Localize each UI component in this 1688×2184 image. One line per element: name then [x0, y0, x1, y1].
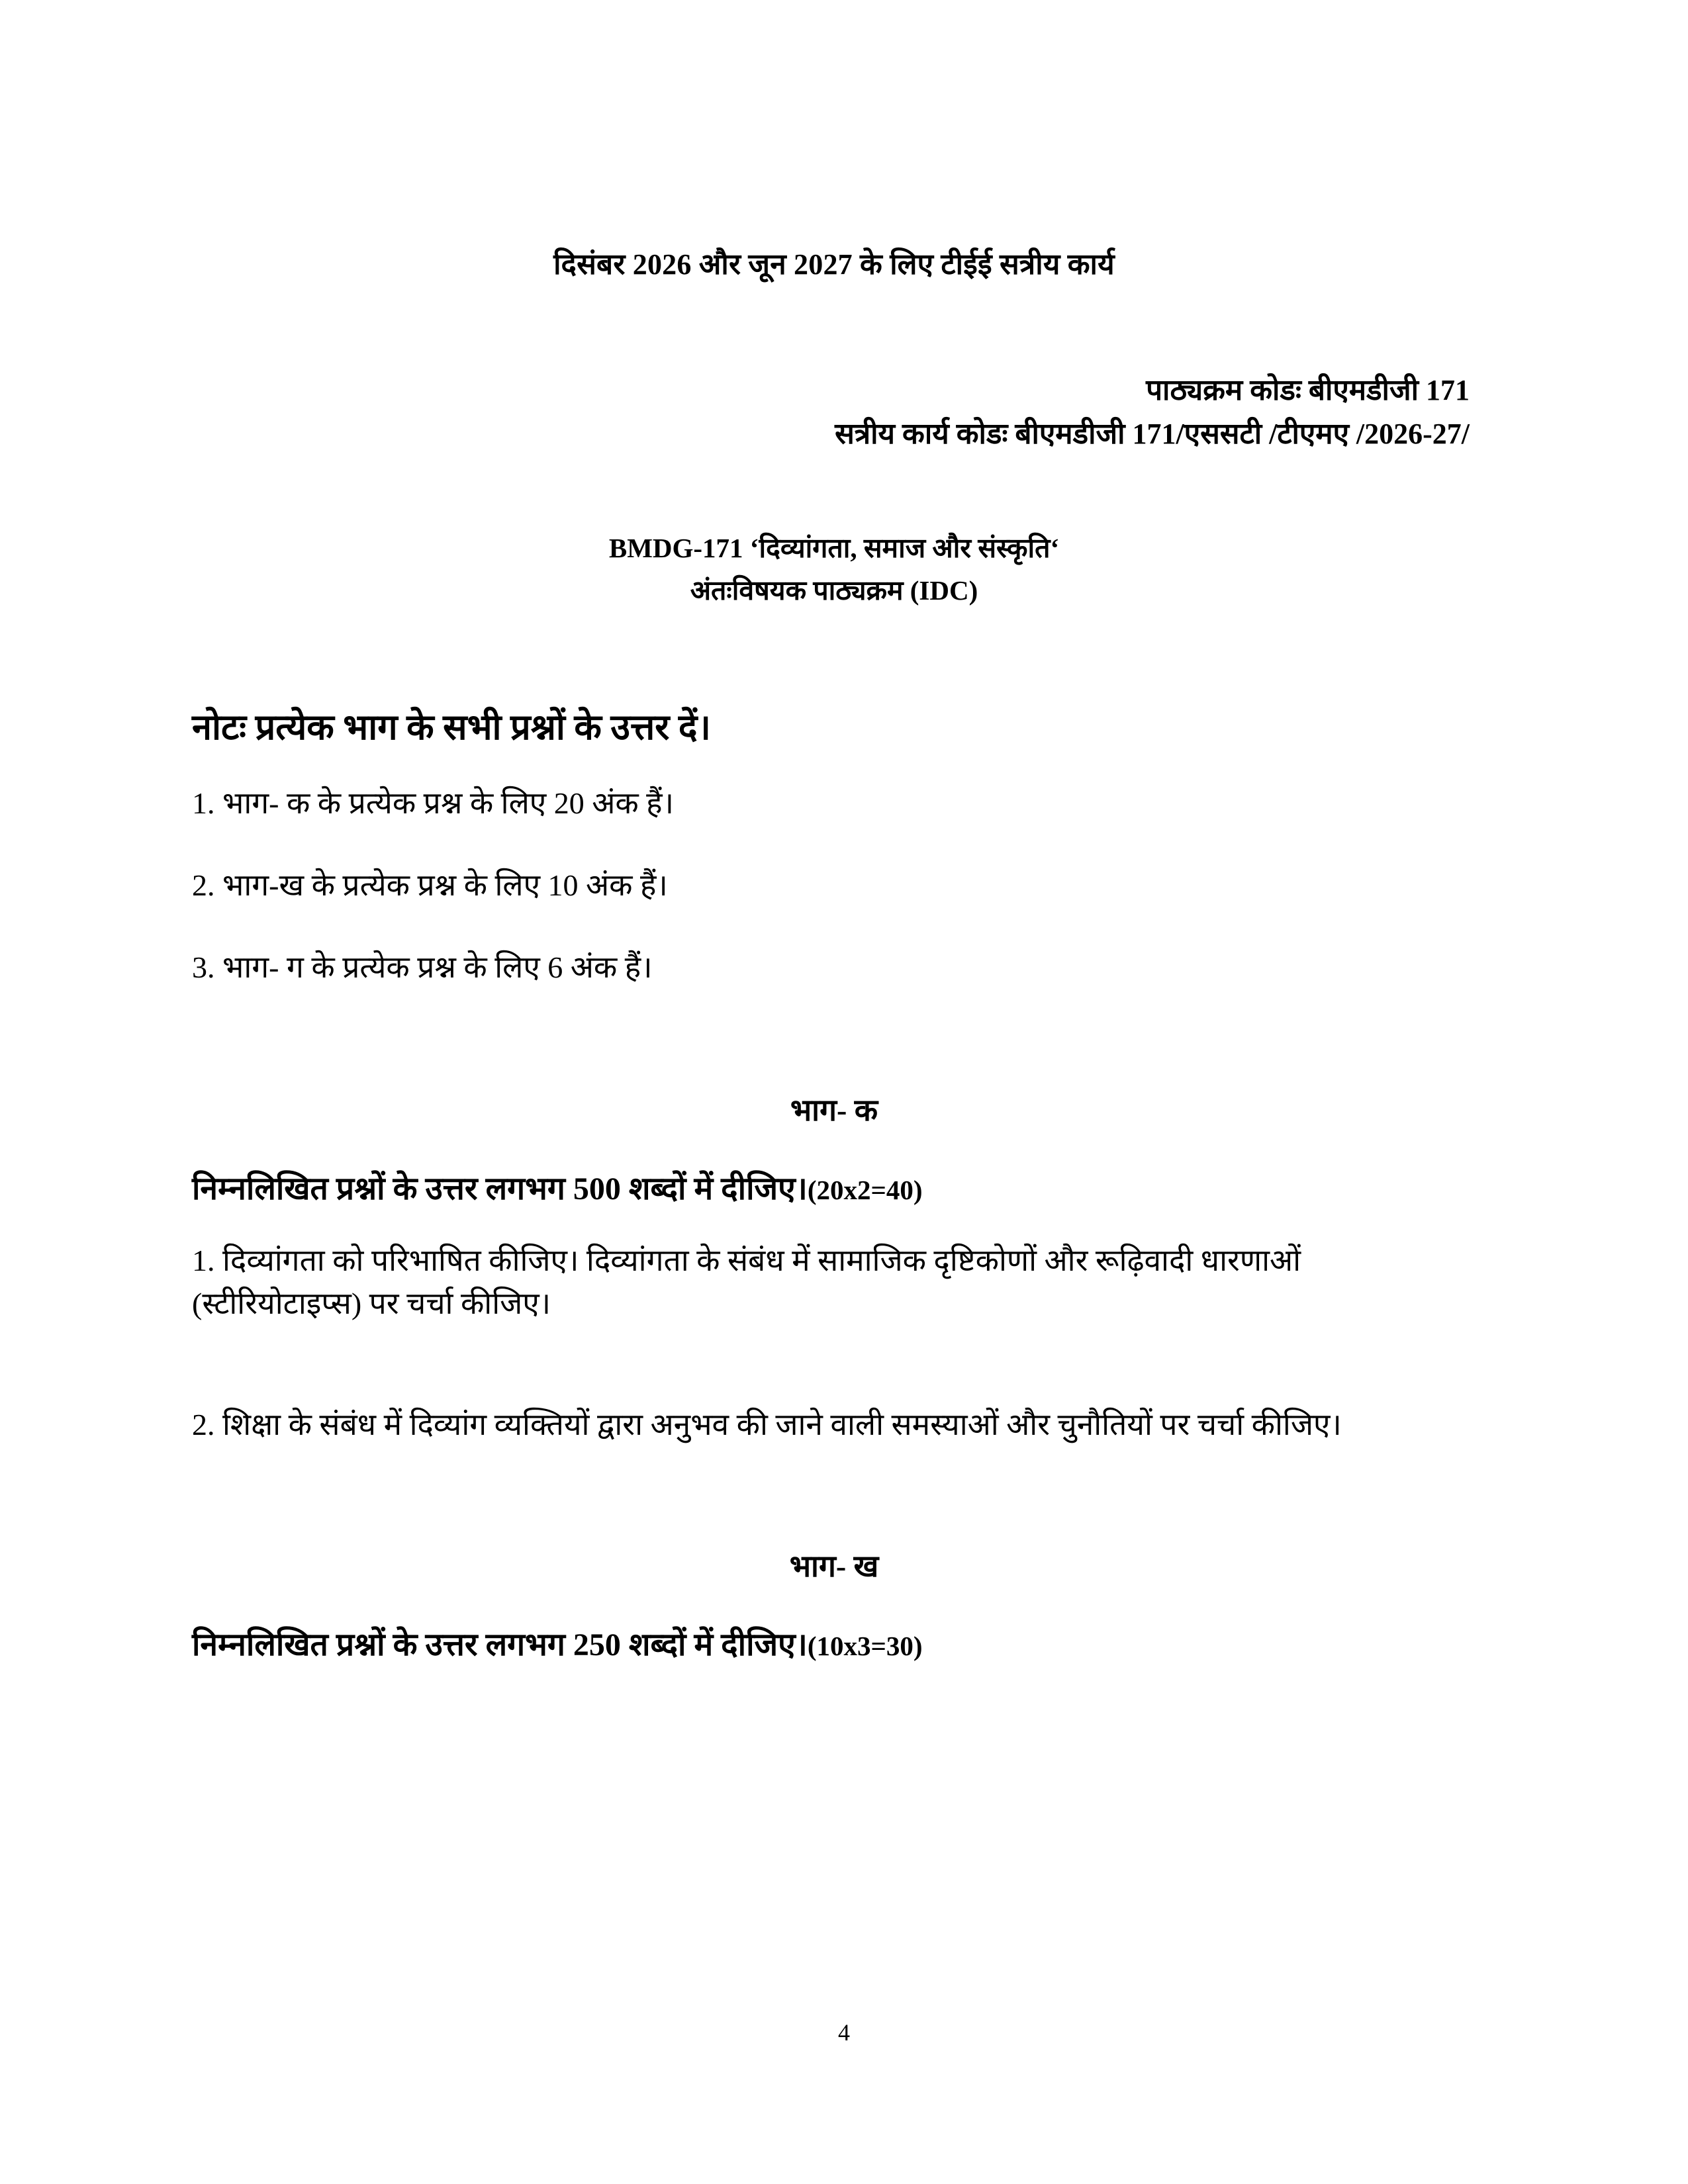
- code-block: [192, 369, 1476, 456]
- part-a-instruction-text: निम्नलिखित प्रश्नों के उत्तर लगभग 500 शब्दों में दीजिए।: [192, 1171, 808, 1207]
- document-title: दिसंबर 2026 और जून 2027 के लिए टीईई सत्रीय कार्य: [553, 248, 1115, 281]
- note-heading: नोटः प्रत्येक भाग के सभी प्रश्नों के उत्तर दें।: [192, 707, 712, 748]
- part-a-heading-gap: [192, 1131, 1476, 1168]
- part-a-instr-gap: [192, 1211, 1476, 1239]
- course-gap: [192, 612, 1476, 704]
- part-a-instruction: [192, 1168, 1476, 1211]
- question-a-1: 1. दिव्यांगता को परिभाषित कीजिए। दिव्यांगता के संबंध में सामाजिक दृष्टिकोणों और रूढ़िवादी धारणाओं (स्टीरियोटाइप्स) पर चर्चा कीजिए।: [192, 1243, 1301, 1321]
- title-gap: [192, 284, 1476, 369]
- part-a-marks: (20x2=40): [807, 1175, 923, 1206]
- part-heading-a: भाग- क: [790, 1093, 878, 1127]
- course-code-line: पाठ्यक्रम कोडः बीएमडीजी 171: [1146, 374, 1470, 407]
- instruction-item-3: 3. भाग- ग के प्रत्येक प्रश्न के लिए 6 अंक हैं।: [192, 950, 653, 984]
- part-b-marks: (10x3=30): [807, 1630, 923, 1661]
- instruction-item-1: 1. भाग- क के प्रत्येक प्रश्न के लिए 20 अंक हैं।: [192, 786, 675, 820]
- note-gap: [192, 751, 1476, 783]
- part-heading-b: भाग- ख: [789, 1549, 879, 1583]
- document-content: [192, 0, 1476, 1667]
- top-spacer: [192, 0, 1476, 245]
- assignment-code-line: सत्रीय कार्य कोडः बीएमडीजी 171/एससटी /टीएमए /2026-27/: [835, 418, 1470, 451]
- course-block: [192, 527, 1476, 612]
- question-a-2: 2. शिक्षा के संबंध में दिव्यांग व्यक्तियों द्वारा अनुभव की जाने वाली समस्याओं और चुनौतियों पर चर्चा कीजिए।: [192, 1408, 1342, 1442]
- instructions-gap: [192, 1029, 1476, 1090]
- part-b-instruction-text: निम्नलिखित प्रश्नों के उत्तर लगभग 250 शब्दों में दीजिए।: [192, 1627, 808, 1662]
- part-b-instruction: [192, 1624, 1476, 1667]
- question-gap: [192, 1325, 1476, 1403]
- part-b-gap: [192, 1447, 1476, 1546]
- course-subtitle: अंतःविषयक पाठ्यक्रम (IDC): [690, 574, 978, 606]
- part-b-heading-gap: [192, 1587, 1476, 1624]
- code-gap: [192, 456, 1476, 527]
- page-number: 4: [838, 2019, 850, 2046]
- course-title: BMDG-171 ‘दिव्यांगता, समाज और संस्कृति‘: [608, 533, 1060, 564]
- instruction-item-2: 2. भाग-ख के प्रत्येक प्रश्न के लिए 10 अंक हैं।: [192, 868, 668, 902]
